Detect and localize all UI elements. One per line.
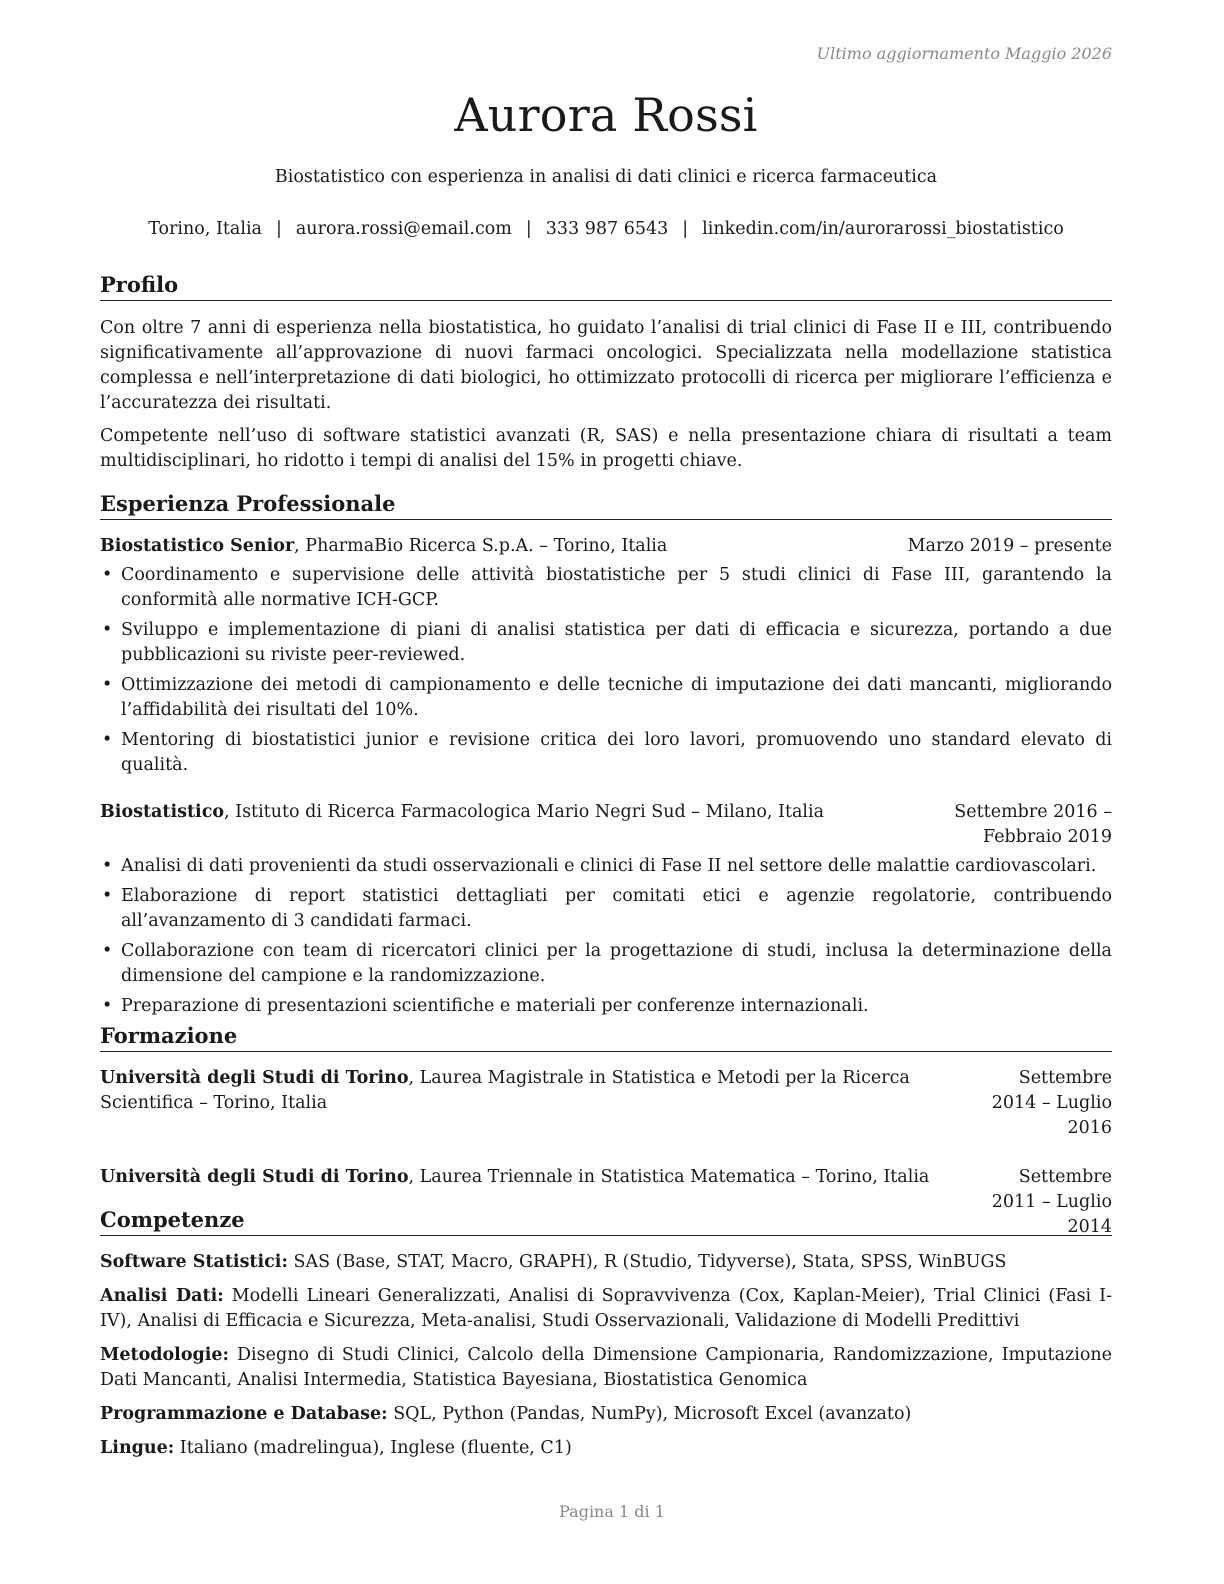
job-header bbox=[100, 800, 1112, 850]
job-organization: , Istituto di Ricerca Farmacologica Mario Negri Sud – Milano, Italia bbox=[224, 802, 825, 822]
job-dates: Settembre 2016 – Febbraio 2019 bbox=[954, 802, 1112, 847]
job-entry bbox=[100, 534, 1112, 778]
bullet-text: Preparazione di presentazioni scientifiche e materiali per conferenze internazionali. bbox=[121, 996, 869, 1016]
education-dates: Settembre 2014 – Luglio 2016 bbox=[991, 1068, 1112, 1138]
contact-phone: 333 987 6543 bbox=[545, 219, 669, 239]
skill-label: Lingue: bbox=[100, 1438, 175, 1458]
bullet-text: Coordinamento e supervisione delle attività biostatistiche per 5 studi clinici di Fase III, garantendo la conformità alle normative ICH-GCP. bbox=[121, 565, 1112, 610]
contact-linkedin[interactable]: linkedin.com/in/aurorarossi_biostatistico bbox=[702, 219, 1064, 239]
skill-label: Analisi Dati: bbox=[100, 1286, 224, 1306]
bullet-icon: • bbox=[102, 941, 113, 961]
section-profilo bbox=[100, 271, 1112, 474]
bullet-text: Sviluppo e implementazione di piani di analisi statistica per dati di efficacia e sicurezza, portando a due pubblicazioni su riviste peer-reviewed. bbox=[121, 620, 1112, 665]
bullet-icon: • bbox=[102, 675, 113, 695]
contact-separator: | bbox=[682, 219, 689, 239]
list-item bbox=[100, 884, 1112, 934]
job-bullets bbox=[100, 854, 1112, 1019]
bullet-icon: • bbox=[102, 996, 113, 1016]
person-name: Aurora Rossi bbox=[454, 88, 758, 142]
list-item bbox=[100, 728, 1112, 778]
list-item bbox=[100, 673, 1112, 723]
skill-item bbox=[100, 1402, 1112, 1427]
skill-item bbox=[100, 1436, 1112, 1461]
education-degree: , Laurea Triennale in Statistica Matematica – Torino, Italia bbox=[408, 1167, 930, 1187]
contact-location: Torino, Italia bbox=[148, 219, 262, 239]
skill-item bbox=[100, 1343, 1112, 1393]
skill-label: Metodologie: bbox=[100, 1345, 229, 1365]
contact-separator: | bbox=[525, 219, 532, 239]
skill-item bbox=[100, 1250, 1112, 1275]
page-number: Pagina 1 di 1 bbox=[559, 1502, 665, 1521]
job-dates: Marzo 2019 – presente bbox=[907, 536, 1112, 556]
skill-text: SAS (Base, STAT, Macro, GRAPH), R (Studio, Tidyverse), Stata, SPSS, WinBUGS bbox=[287, 1252, 1007, 1272]
last-updated: Ultimo aggiornamento Maggio 2026 bbox=[816, 44, 1112, 63]
education-school: Università degli Studi di Torino bbox=[100, 1167, 409, 1187]
section-title: Competenze bbox=[100, 1206, 1112, 1236]
bullet-icon: • bbox=[102, 856, 113, 876]
list-item bbox=[100, 994, 1112, 1019]
job-role: Biostatistico Senior bbox=[100, 536, 295, 556]
contact-line bbox=[100, 219, 1112, 239]
skill-text: Disegno di Studi Clinici, Calcolo della Dimensione Campionaria, Randomizzazione, Imputazione Dati Mancanti, Analisi Intermedia, Statistica Bayesiana, Biostatistica Genomica bbox=[100, 1345, 1112, 1390]
job-entry bbox=[100, 800, 1112, 1019]
bullet-icon: • bbox=[102, 620, 113, 640]
skill-label: Programmazione e Database: bbox=[100, 1404, 388, 1424]
bullet-text: Analisi di dati provenienti da studi osservazionali e clinici di Fase II nel settore delle malattie cardiovascolari. bbox=[121, 856, 1097, 876]
bullet-text: Mentoring di biostatistici junior e revisione critica dei loro lavori, promuovendo uno standard elevato di qualità. bbox=[121, 730, 1112, 775]
list-item bbox=[100, 563, 1112, 613]
contact-separator: | bbox=[275, 219, 282, 239]
job-bullets bbox=[100, 563, 1112, 778]
contact-email[interactable]: aurora.rossi@email.com bbox=[295, 219, 512, 239]
section-title: Esperienza Professionale bbox=[100, 490, 1112, 520]
headline: Biostatistico con esperienza in analisi di dati clinici e ricerca farmaceutica bbox=[274, 167, 938, 187]
list-item bbox=[100, 854, 1112, 879]
profile-paragraph: Competente nell’uso di software statistici avanzati (R, SAS) e nella presentazione chiara di risultati a team multidisciplinari, ho ridotto i tempi di analisi del 15% in progetti chiave. bbox=[100, 426, 1112, 471]
education-degree: , Laurea Magistrale in Statistica e Metodi per la Ricerca Scientifica – Torino, Italia bbox=[100, 1068, 910, 1113]
skill-text: Modelli Lineari Generalizzati, Analisi di Sopravvivenza (Cox, Kaplan-Meier), Trial Clinici (Fasi I-IV), Analisi di Efficacia e Sicurezza, Meta-analisi, Studi Osservazionali, Validazione di Modelli Predittivi bbox=[100, 1286, 1112, 1331]
education-school: Università degli Studi di Torino bbox=[100, 1068, 409, 1088]
bullet-text: Elaborazione di report statistici dettagliati per comitati etici e agenzie regolatorie, contribuendo all’avanzamento di 3 candidati farmaci. bbox=[121, 886, 1112, 931]
bullet-icon: • bbox=[102, 886, 113, 906]
section-title: Profilo bbox=[100, 271, 1112, 301]
bullet-text: Ottimizzazione dei metodi di campionamento e delle tecniche di imputazione dei dati mancanti, migliorando l’affidabilità dei risultati del 10%. bbox=[121, 675, 1112, 720]
bullet-icon: • bbox=[102, 565, 113, 585]
skill-text: SQL, Python (Pandas, NumPy), Microsoft Excel (avanzato) bbox=[387, 1404, 912, 1424]
education-dates: Settembre 2011 – Luglio 2014 bbox=[991, 1167, 1112, 1237]
section-esperienza bbox=[100, 490, 1112, 1024]
skill-item bbox=[100, 1284, 1112, 1334]
job-role: Biostatistico bbox=[100, 802, 225, 822]
bullet-text: Collaborazione con team di ricercatori clinici per la progettazione di studi, inclusa la determinazione della dimensione del campione e la randomizzazione. bbox=[121, 941, 1112, 986]
section-title: Formazione bbox=[100, 1022, 1112, 1052]
skill-label: Software Statistici: bbox=[100, 1252, 288, 1272]
profile-paragraph: Con oltre 7 anni di esperienza nella biostatistica, ho guidato l’analisi di trial clinici di Fase II e III, contribuendo significativamente all’approvazione di nuovi farmaci oncologici. Specializzata nella modellazione statistica complessa e nell’interpretazione di dati biologici, ho ottimizzato protocolli di ricerca per migliorare l’efficienza e l’accuratezza dei risultati. bbox=[100, 318, 1112, 413]
job-organization: , PharmaBio Ricerca S.p.A. – Torino, Italia bbox=[294, 536, 668, 556]
list-item bbox=[100, 939, 1112, 989]
list-item bbox=[100, 618, 1112, 668]
skill-text: Italiano (madrelingua), Inglese (fluente, C1) bbox=[174, 1438, 572, 1458]
section-competenze bbox=[100, 1206, 1112, 1470]
bullet-icon: • bbox=[102, 730, 113, 750]
education-entry bbox=[100, 1066, 1112, 1141]
job-header bbox=[100, 534, 1112, 559]
